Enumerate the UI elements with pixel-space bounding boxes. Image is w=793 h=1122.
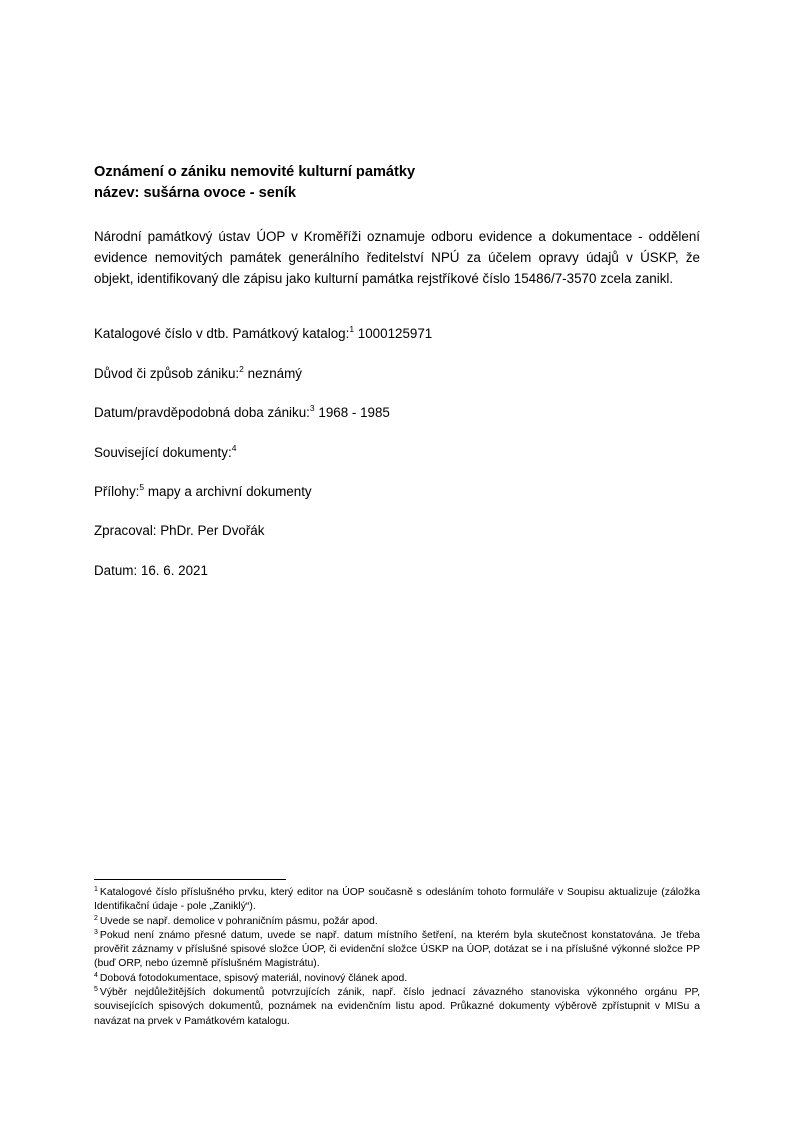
footnote-ref: 3 — [309, 403, 315, 413]
footnote-text: Katalogové číslo příslušného prvku, který editor na ÚOP současně s odesláním tohoto formuláře v Soupisu aktualizuje (záložka Identifikační údaje - pole „Zaniklý“). — [94, 887, 700, 913]
document-heading — [94, 162, 700, 204]
document-page — [94, 0, 700, 1122]
footnote-ref: 4 — [231, 443, 237, 453]
footnote-2 — [94, 915, 700, 929]
field-label: Přílohy: — [94, 484, 140, 499]
field-value: 1968 - 1985 — [318, 405, 390, 420]
footnote-number: 2 — [94, 914, 98, 922]
footnote-number: 3 — [94, 928, 98, 936]
field-reason — [94, 364, 700, 384]
field-label: Datum: — [94, 563, 138, 578]
field-processed-by — [94, 521, 700, 541]
field-related-documents — [94, 443, 700, 463]
footnote-number: 5 — [94, 986, 98, 994]
field-label: Katalogové číslo v dtb. Památkový katalog: — [94, 326, 350, 341]
intro-paragraph: Národní památkový ústav ÚOP v Kroměříži oznamuje odboru evidence a dokumentace - oddělení evidence nemovitých památek generálního ředitelství NPÚ za účelem opravy údajů v ÚSKP, že objekt, identifikovaný dle zápisu jako kulturní památka rejstříkové číslo 15486/7-3570 zcela zanikl. — [94, 229, 700, 287]
field-value: mapy a archivní dokumenty — [147, 484, 312, 499]
footnote-text: Výběr nejdůležitějších dokumentů potvrzujících zánik, např. číslo jednací závazného stanoviska výkonného orgánu PP, souvisejících spisových dokumentů, poznámek na evidenčním listu apod. Průkazné dokumenty výběrově zpřístupnit v MISu a navázat na prvek v Památkovém katalogu. — [94, 987, 700, 1027]
field-attachments — [94, 482, 700, 502]
footnote-number: 1 — [94, 886, 98, 893]
footnote-ref: 2 — [239, 364, 244, 374]
footnote-text: Dobová fotodokumentace, spisový materiál, novinový článek apod. — [99, 972, 408, 984]
heading-line-2: název: sušárna ovoce - seník — [94, 185, 296, 201]
footnote-text: Uvede se např. demolice v pohraničním pásmu, požár apod. — [99, 915, 378, 927]
footnote-number: 4 — [94, 971, 98, 979]
field-value: neznámý — [247, 366, 302, 381]
field-date — [94, 561, 700, 581]
field-catalog-number — [94, 324, 700, 344]
field-value: PhDr. Per Dvořák — [160, 523, 265, 538]
field-label: Datum/pravděpodobná doba zániku: — [94, 405, 310, 420]
footnote-4 — [94, 972, 700, 986]
heading-line-1: Oznámení o zániku nemovité kulturní památky — [94, 164, 416, 180]
footnotes — [94, 886, 700, 1029]
field-label: Zpracoval: — [94, 523, 157, 538]
footnote-5 — [94, 986, 700, 1029]
footnote-3 — [94, 929, 700, 972]
field-label: Důvod či způsob zániku: — [94, 366, 240, 381]
footnote-text: Pokud není známo přesné datum, uvede se např. datum místního šetření, na kterém byla skutečnost konstatována. Je třeba prověřit záznamy v příslušné spisové složce ÚOP, či evidenční složce ÚSKP na ÚOP, dotázat se i na příslušné výkonné složce PP (buď ORP, nebo územně příslušném Magistrátu). — [94, 929, 700, 970]
field-label: Související dokumenty: — [94, 445, 232, 460]
footnote-ref: 1 — [349, 324, 355, 334]
field-date-of-loss — [94, 403, 700, 423]
footnote-ref: 5 — [139, 482, 145, 492]
field-value: 16. 6. 2021 — [140, 563, 208, 578]
footnote-1 — [94, 886, 700, 915]
field-value: 1000125971 — [357, 326, 433, 341]
footnote-divider — [94, 879, 286, 880]
